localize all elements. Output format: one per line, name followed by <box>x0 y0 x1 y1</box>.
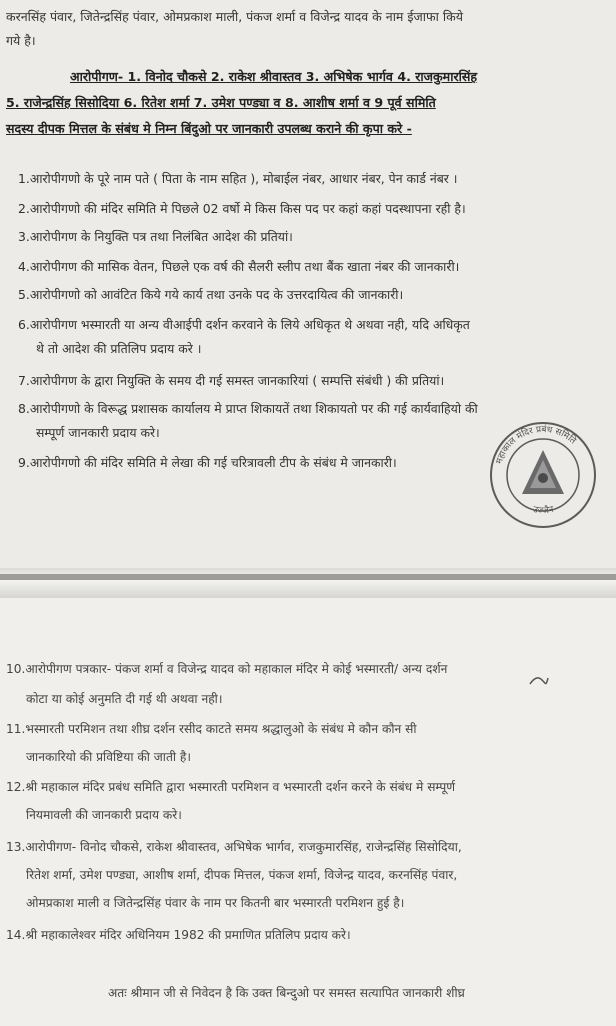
document-page-bottom <box>0 598 616 1026</box>
list-item-11: 11.भस्मारती परमिशन तथा शीघ्र दर्शन रसीद काटते समय श्रद्धालुओ के संबंध मे कौन कौन सी <box>6 722 417 736</box>
list-item-8: 8.आरोपीगणो के विरूद्ध प्रशासक कार्यालय मे प्राप्त शिकायतें तथा शिकायतो पर की गई कार्यवाहियो की <box>18 401 478 416</box>
pen-mark-icon <box>528 672 550 690</box>
svg-text:महाकाल मंदिर प्रबंध समिति <box>495 424 580 465</box>
seal-bottom-text: उज्जैन <box>531 504 555 517</box>
list-item-12: 12.श्री महाकाल मंदिर प्रबंध समिति द्वारा भस्मारती परमिशन व भस्मारती दर्शन करने के संबंध मे सम्पूर्ण <box>6 780 456 794</box>
intro-line-1: करनसिंह पंवार, जितेन्द्रसिंह पंवार, ओमप्रकाश माली, पंकज शर्मा व विजेन्द्र यादव के नाम ईजाफा किये <box>6 9 463 24</box>
list-item-7: 7.आरोपीगण के द्वारा नियुक्ति के समय दी गई समस्त जानकारियां ( सम्पत्ति संबंधी ) की प्रतियां। <box>18 373 445 388</box>
list-item-10-cont: कोटा या कोई अनुमति दी गई थी अथवा नही। <box>26 692 223 706</box>
list-item-6-cont: थे तो आदेश की प्रतिलिप प्रदाय करे । <box>36 341 202 356</box>
list-item-13-cont: रितेश शर्मा, उमेश पण्ड्या, आशीष शर्मा, दीपक मित्तल, पंकज शर्मा, विजेन्द्र यादव, करनसिंह पंवार, <box>26 868 458 882</box>
list-item-1: 1.आरोपीगणो के पूरे नाम पते ( पिता के नाम सहित ), मोबाईल नंबर, आधार नंबर, पेन कार्ड नंबर । <box>18 171 458 186</box>
list-item-9: 9.आरोपीगणो की मंदिर समिति मे लेखा की गई चरित्रावली टीप के संबंध मे जानकारी। <box>18 455 397 470</box>
closing-line: अतः श्रीमान जी से निवेदन है कि उक्त बिन्दुओ पर समस्त सत्यापित जानकारी शीघ्र <box>108 986 465 1000</box>
list-item-13-cont-2: ओमप्रकाश माली व जितेन्द्रसिंह पंवार के नाम पर कितनी बार भस्मारती परमिशन हुई है। <box>26 896 405 910</box>
list-item-5: 5.आरोपीगणो को आवंटित किये गये कार्य तथा उनके पद के उत्तरदायित्व की जानकारी। <box>18 287 404 302</box>
list-item-14: 14.श्री महाकालेश्वर मंदिर अधिनियम 1982 की प्रमाणित प्रतिलिप प्रदाय करे। <box>6 928 351 942</box>
heading-line-3: सदस्य दीपक मित्तल के संबंध मे निम्न बिंदुओ पर जानकारी उपलब्ध कराने की कृपा करे - <box>6 121 412 136</box>
list-item-12-cont: नियमावली की जानकारी प्रदाय करे। <box>26 808 182 822</box>
list-item-10: 10.आरोपीगण पत्रकार- पंकज शर्मा व विजेन्द्र यादव को महाकाल मंदिर मे कोई भस्मारती/ अन्य दर्शन <box>6 662 448 676</box>
svg-text:उज्जैन <box>532 504 556 516</box>
list-item-11-cont: जानकारियो की प्रविष्टिया की जाती है। <box>26 750 192 764</box>
intro-line-2: गये है। <box>6 33 36 48</box>
list-item-6: 6.आरोपीगण भस्मारती या अन्य वीआईपी दर्शन करवाने के लिये अधिकृत थे अथवा नही, यदि अधिकृत <box>18 317 470 332</box>
heading-line-1: आरोपीगण- 1. विनोद चौकसे 2. राकेश श्रीवास्तव 3. अभिषेक भार्गव 4. राजकुमारसिंह <box>70 69 478 84</box>
heading-line-2: 5. राजेन्द्रसिंह सिसोदिया 6. रितेश शर्मा 7. उमेश पण्ड्या व 8. आशीष शर्मा व 9 पूर्व समिति <box>6 95 436 110</box>
list-item-2: 2.आरोपीगणो की मंदिर समिति मे पिछले 02 वर्षो मे किस किस पद पर कहां कहां पदस्थापना रही है। <box>18 201 466 216</box>
list-item-8-cont: सम्पूर्ण जानकारी प्रदाय करे। <box>36 425 160 440</box>
page-divider <box>0 568 616 598</box>
list-item-3: 3.आरोपीगण के नियुक्ति पत्र तथा निलंबित आदेश की प्रतियां। <box>18 229 293 244</box>
list-item-13: 13.आरोपीगण- विनोद चौकसे, राकेश श्रीवास्तव, अभिषेक भार्गव, राजकुमारसिंह, राजेन्द्रसिंह सिसोदिया, <box>6 840 462 854</box>
list-item-4: 4.आरोपीगण की मासिक वेतन, पिछले एक वर्ष की सैलरी स्लीप तथा बैंक खाता नंबर की जानकारी। <box>18 259 460 274</box>
seal-top-text: महाकाल मंदिर प्रबंध समिति <box>494 424 578 466</box>
temple-seal-stamp <box>488 420 598 530</box>
